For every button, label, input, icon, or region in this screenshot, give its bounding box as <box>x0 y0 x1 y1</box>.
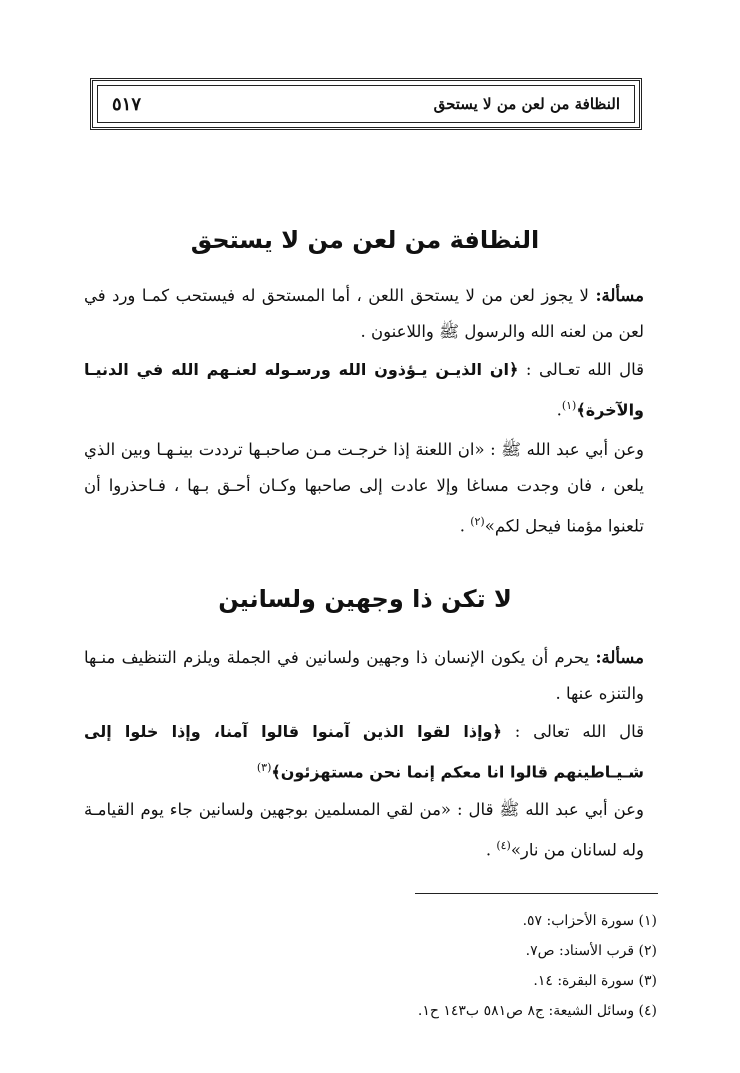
section-heading-1: النظافة من لعن من لا يستحق <box>190 226 540 254</box>
footnotes-list <box>300 906 657 1026</box>
footnote-ref: (٤) <box>496 839 511 852</box>
footnote-ref: (٣) <box>256 761 272 774</box>
hadith-intro: وعن أبي عبد الله ﷺ قال : <box>451 800 644 819</box>
quran-verse: ﴿ان الذيـن يـؤذون الله ورسـوله لعنـهم الله في الدنيـا والآخرة﴾ <box>84 360 644 420</box>
quote-intro: قال الله تعـالى : <box>518 360 645 379</box>
quote-intro: قال الله تعالى : <box>501 722 644 741</box>
paragraph-tail: . <box>485 840 497 860</box>
paragraph-hadith-1 <box>84 432 644 545</box>
paragraph-tail: . <box>459 516 471 536</box>
footnote-ref: (٢) <box>470 515 485 528</box>
paragraph-quran-1 <box>84 352 644 429</box>
running-header-inner <box>97 85 635 123</box>
page-number: ٥١٧ <box>112 93 142 115</box>
footnote-item: (١) سورة الأحزاب: ٥٧. <box>522 913 657 929</box>
paragraph-tail: . <box>556 400 562 420</box>
masala-label: مسألة: <box>595 286 644 305</box>
paragraph-hadith-2 <box>84 792 644 869</box>
footnote-item: (٤) وسائل الشيعة: ج٨ ص٥٨١ ب١٤٣ ح١. <box>417 1003 657 1019</box>
running-header <box>90 78 642 130</box>
footnote-divider <box>415 893 658 894</box>
paragraph-text: لا يجوز لعن من لا يستحق اللعن ، أما المستحق له فيستحب كمـا ورد في لعن من لعنه الله والرسول ﷺ واللاعنون . <box>84 286 644 341</box>
paragraph-text: يحرم أن يكون الإنسان ذا وجهين ولسانين في الجملة ويلزم التنظيف منـها والتنزه عنها . <box>84 648 644 703</box>
hadith-text: «من لقي المسلمين بوجهين ولسانين جاء يوم القيامـة وله لسانان من نار» <box>84 800 644 860</box>
paragraph-masala-1 <box>84 278 644 350</box>
running-title: النظافة من لعن من لا يستحق <box>433 95 620 113</box>
footnote-item: (٣) سورة البقرة: ١٤. <box>533 973 657 989</box>
paragraph-masala-2 <box>84 640 644 712</box>
section-heading-2: لا تكن ذا وجهين ولسانين <box>218 585 512 613</box>
hadith-intro: وعن أبي عبد الله ﷺ : <box>484 440 644 459</box>
footnote-item: (٢) قرب الأسناد: ص٧. <box>525 943 657 959</box>
paragraph-quran-2 <box>84 714 644 791</box>
masala-label: مسألة: <box>595 648 644 667</box>
quran-verse: ﴿وإذا لقوا الذين آمنوا قالوا آمنا، وإذا خلوا إلى شـيـاطينهم قالوا انا معكم إنما نحن مستهزئون﴾ <box>84 722 644 782</box>
hadith-text: «ان اللعنة إذا خرجـت مـن صاحبـها ترددت بينـهـا وبين الذي يلعن ، فان وجدت مساغا وإلا عادت إلى صاحبها وكـان أحـق بـها ، فـاحذروا أن تلعنوا مؤمنا فيحل لكم» <box>84 440 644 536</box>
footnote-ref: (١) <box>561 399 577 412</box>
